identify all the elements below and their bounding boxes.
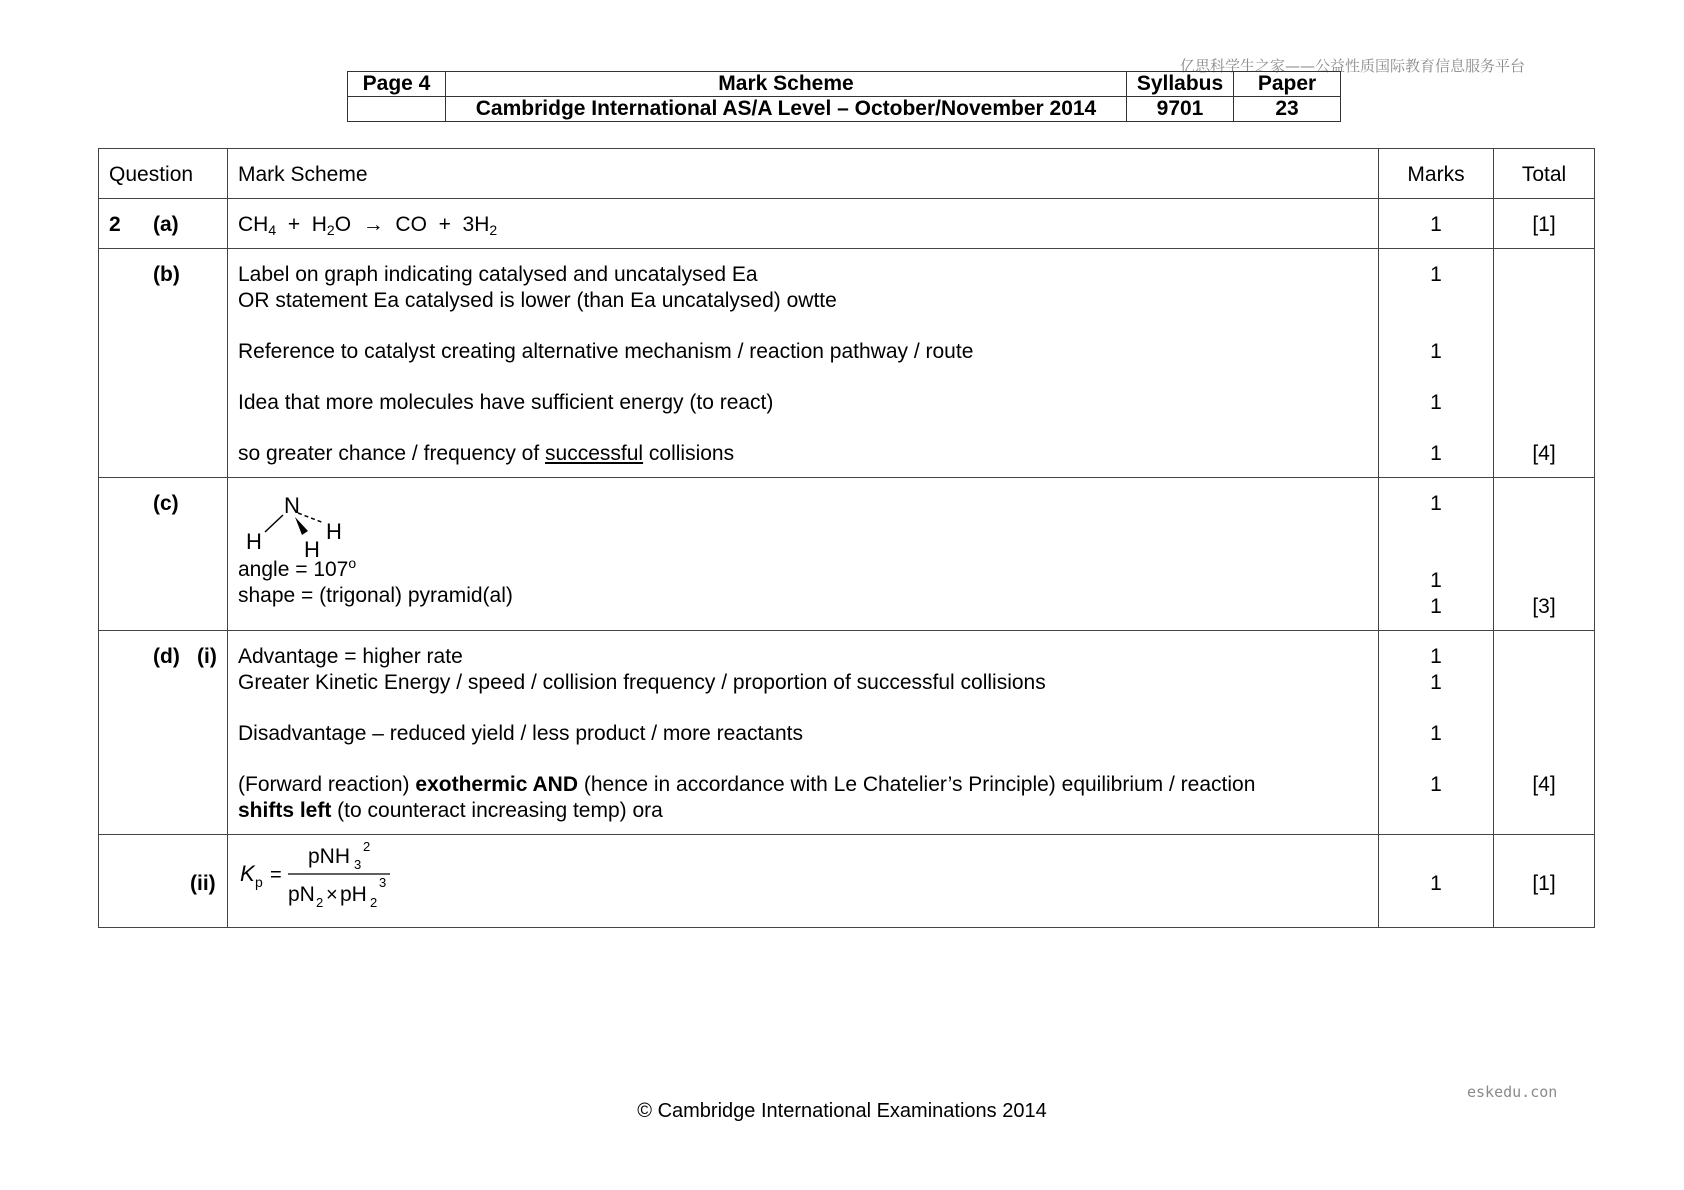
question-part-b: (b) [153, 263, 180, 286]
total-2a: [1] [1494, 199, 1595, 249]
question-subpart-ii: (ii) [190, 872, 216, 895]
marks-2c: 1 1 1 [1379, 478, 1494, 631]
marks-2dii: 1 [1379, 835, 1494, 928]
molecular-shape-text: shape = (trigonal) pyramid(al) [238, 584, 513, 607]
syllabus-code: 9701 [1127, 97, 1234, 122]
question-label-2dii [99, 835, 228, 928]
total-2di: [4] [1494, 631, 1595, 835]
svg-text:2: 2 [363, 841, 371, 854]
question-subpart-i: (i) [197, 645, 217, 668]
question-part-a: (a) [153, 213, 179, 236]
row-2dii [99, 835, 1595, 928]
svg-text:pNH: pNH [308, 845, 351, 868]
paper-label: Paper [1234, 72, 1341, 97]
question-part-d: (d) [153, 645, 180, 668]
question-label-2b [99, 249, 228, 478]
answer-2di [228, 631, 1379, 835]
mark-scheme-column-header: Mark Scheme [228, 149, 1379, 199]
answer-line: (Forward reaction) exothermic AND (hence in accordance with Le Chatelier’s Principle) equilibrium / reaction [238, 773, 1256, 796]
svg-text:=: = [270, 864, 282, 886]
nitrogen-atom: N [284, 493, 300, 518]
watermark-text: 亿思科学生之家——公益性质国际教育信息服务平台 [1180, 57, 1526, 75]
answer-line: Label on graph indicating catalysed and uncatalysed Ea [238, 263, 758, 286]
hydrogen-atom-right: H [326, 519, 342, 544]
column-header-row [99, 149, 1595, 199]
question-number: 2 [109, 213, 121, 236]
document-subtitle: Cambridge International AS/A Level – October/November 2014 [446, 97, 1127, 122]
svg-text:3: 3 [354, 857, 362, 872]
empty-header-cell [348, 97, 446, 122]
hydrogen-atom-left: H [246, 529, 262, 554]
total-column-header: Total [1494, 149, 1595, 199]
ammonia-structure-diagram [238, 487, 358, 557]
dashed-bond [298, 513, 324, 523]
question-label-2di [99, 631, 228, 835]
answer-2dii [228, 835, 1379, 928]
answer-line: OR statement Ea catalysed is lower (than Ea uncatalysed) owtte [238, 289, 837, 312]
marks-2a: 1 [1379, 199, 1494, 249]
answer-line: so greater chance / frequency of successful collisions [238, 442, 735, 465]
answer-line: Reference to catalyst creating alternative mechanism / reaction pathway / route [238, 340, 974, 363]
answer-2a [228, 199, 1379, 249]
answer-line: Idea that more molecules have sufficient energy (to react) [238, 391, 774, 414]
document-title: Mark Scheme [446, 72, 1127, 97]
equation-2a: $CH_4 + H_2O$ → CO + $3H_2$ [238, 213, 498, 238]
svg-text:2: 2 [370, 895, 378, 910]
row-2c [99, 478, 1595, 631]
total-2c: [3] [1494, 478, 1595, 631]
single-bond [265, 515, 283, 532]
svg-text:pN: pN [288, 883, 315, 906]
answer-2b [228, 249, 1379, 478]
question-label-2c [99, 478, 228, 631]
total-2dii: [1] [1494, 835, 1595, 928]
marks-2b: 1 1 1 1 [1379, 249, 1494, 478]
header-table [347, 71, 1341, 122]
row-2b [99, 249, 1595, 478]
row-2a [99, 199, 1595, 249]
svg-text:2: 2 [316, 895, 324, 910]
kp-expression [238, 841, 418, 911]
site-watermark: eskedu.con [1467, 1083, 1558, 1101]
page-label: Page 4 [348, 72, 446, 97]
wedge-bond [295, 517, 308, 535]
mark-scheme-table [98, 148, 1595, 928]
syllabus-label: Syllabus [1127, 72, 1234, 97]
answer-2c [228, 478, 1379, 631]
question-column-header: Question [99, 149, 228, 199]
svg-text:pH: pH [340, 883, 367, 906]
svg-text:p: p [255, 874, 263, 890]
marks-column-header: Marks [1379, 149, 1494, 199]
total-2b: [4] [1494, 249, 1595, 478]
question-part-c: (c) [153, 492, 179, 515]
svg-text:3: 3 [379, 875, 387, 890]
question-label-2a [99, 199, 228, 249]
paper-number: 23 [1234, 97, 1341, 122]
bond-angle-text: angle = $107^o$ [238, 555, 357, 581]
marks-2di: 1 1 1 1 [1379, 631, 1494, 835]
answer-line: shifts left (to counteract increasing temp) ora [238, 799, 663, 822]
answer-line: Disadvantage – reduced yield / less product / more reactants [238, 722, 803, 745]
hydrogen-atom-bottom: H [304, 537, 320, 557]
svg-text:×: × [326, 884, 338, 906]
answer-line: Greater Kinetic Energy / speed / collision frequency / proportion of successful collisions [238, 671, 1046, 694]
underlined-term: successful [545, 442, 644, 465]
copyright-footer: © Cambridge International Examinations 2014 [637, 1100, 1047, 1122]
arrow-icon: → [362, 213, 384, 236]
answer-line: Advantage = higher rate [238, 645, 463, 668]
row-2di [99, 631, 1595, 835]
svg-text:K: K [240, 861, 255, 886]
